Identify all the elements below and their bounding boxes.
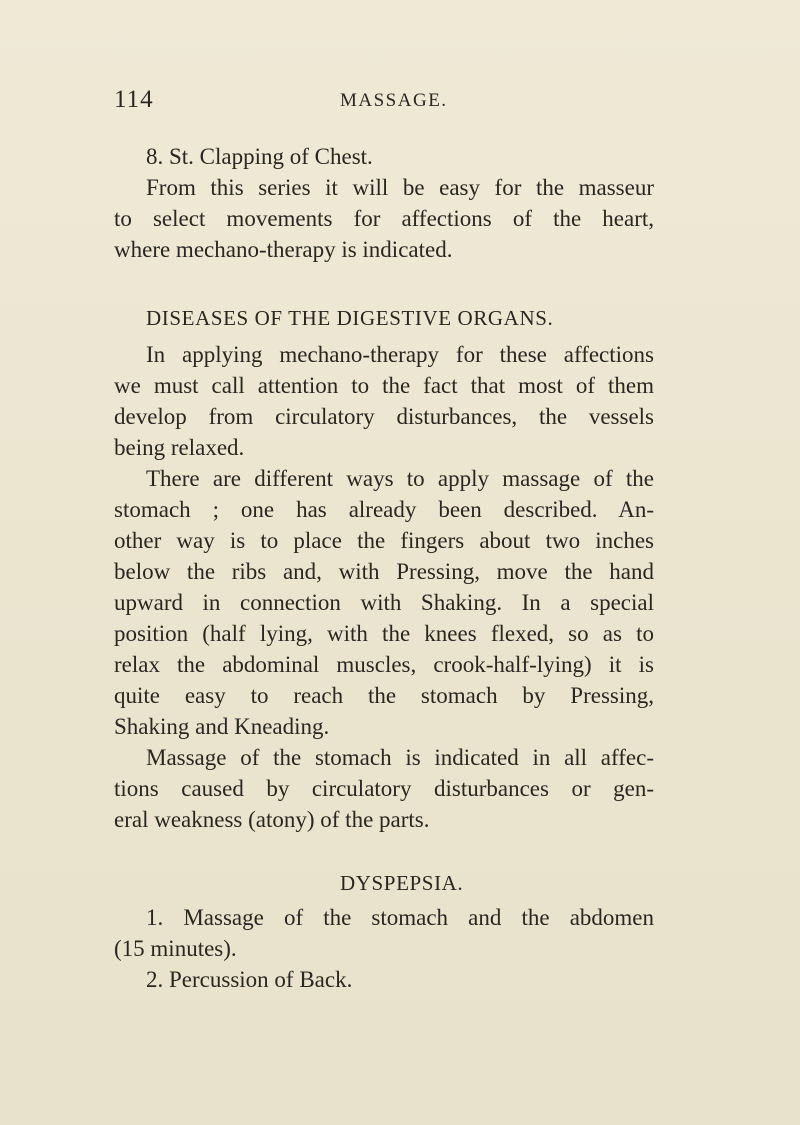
list-item: (15 minutes).: [114, 936, 237, 961]
text-line: quite easy to reach the stomach by Pressing,: [114, 683, 654, 708]
list-item: 1. Massage of the stomach and the abdomen: [146, 905, 654, 930]
text-line: relax the abdominal muscles, crook-half-lying) it is: [114, 652, 654, 677]
page-header: [114, 86, 654, 116]
text-line: tions caused by circulatory disturbances or gen-: [114, 776, 654, 801]
section-heading-dyspepsia: DYSPEPSIA.: [340, 871, 464, 895]
text-line: position (half lying, with the knees flexed, so as to: [114, 621, 654, 646]
text-line: where mechano-therapy is indicated.: [114, 237, 453, 262]
text-line: being relaxed.: [114, 435, 245, 460]
list-item: 2. Percussion of Back.: [146, 967, 353, 992]
text-line: Shaking and Kneading.: [114, 714, 330, 739]
text-line: to select movements for affections of the heart,: [114, 206, 654, 231]
section-heading-digestive: DISEASES OF THE DIGESTIVE ORGANS.: [146, 306, 554, 330]
text-line: develop from circulatory disturbances, the vessels: [114, 404, 654, 429]
text-line: Massage of the stomach is indicated in all affec-: [146, 745, 654, 770]
text-line: stomach ; one has already been described. An-: [114, 497, 654, 522]
text-line: other way is to place the fingers about two inches: [114, 528, 654, 553]
text-line: below the ribs and, with Pressing, move the hand: [114, 559, 654, 584]
text-line: In applying mechano-therapy for these affections: [146, 342, 654, 367]
text-line: 8. St. Clapping of Chest.: [146, 144, 373, 169]
digestive-paragraphs: [114, 339, 654, 835]
clapping-paragraph: [114, 141, 654, 265]
dyspepsia-list: [114, 902, 654, 995]
text-line: we must call attention to the fact that most of them: [114, 373, 654, 398]
text-line: There are different ways to apply massage of the: [146, 466, 654, 491]
text-line: From this series it will be easy for the masseur: [146, 175, 654, 200]
running-head: MASSAGE.: [340, 90, 448, 111]
text-line: upward in connection with Shaking. In a special: [114, 590, 654, 615]
page-number: 114: [114, 86, 154, 113]
text-line: eral weakness (atony) of the parts.: [114, 807, 430, 832]
